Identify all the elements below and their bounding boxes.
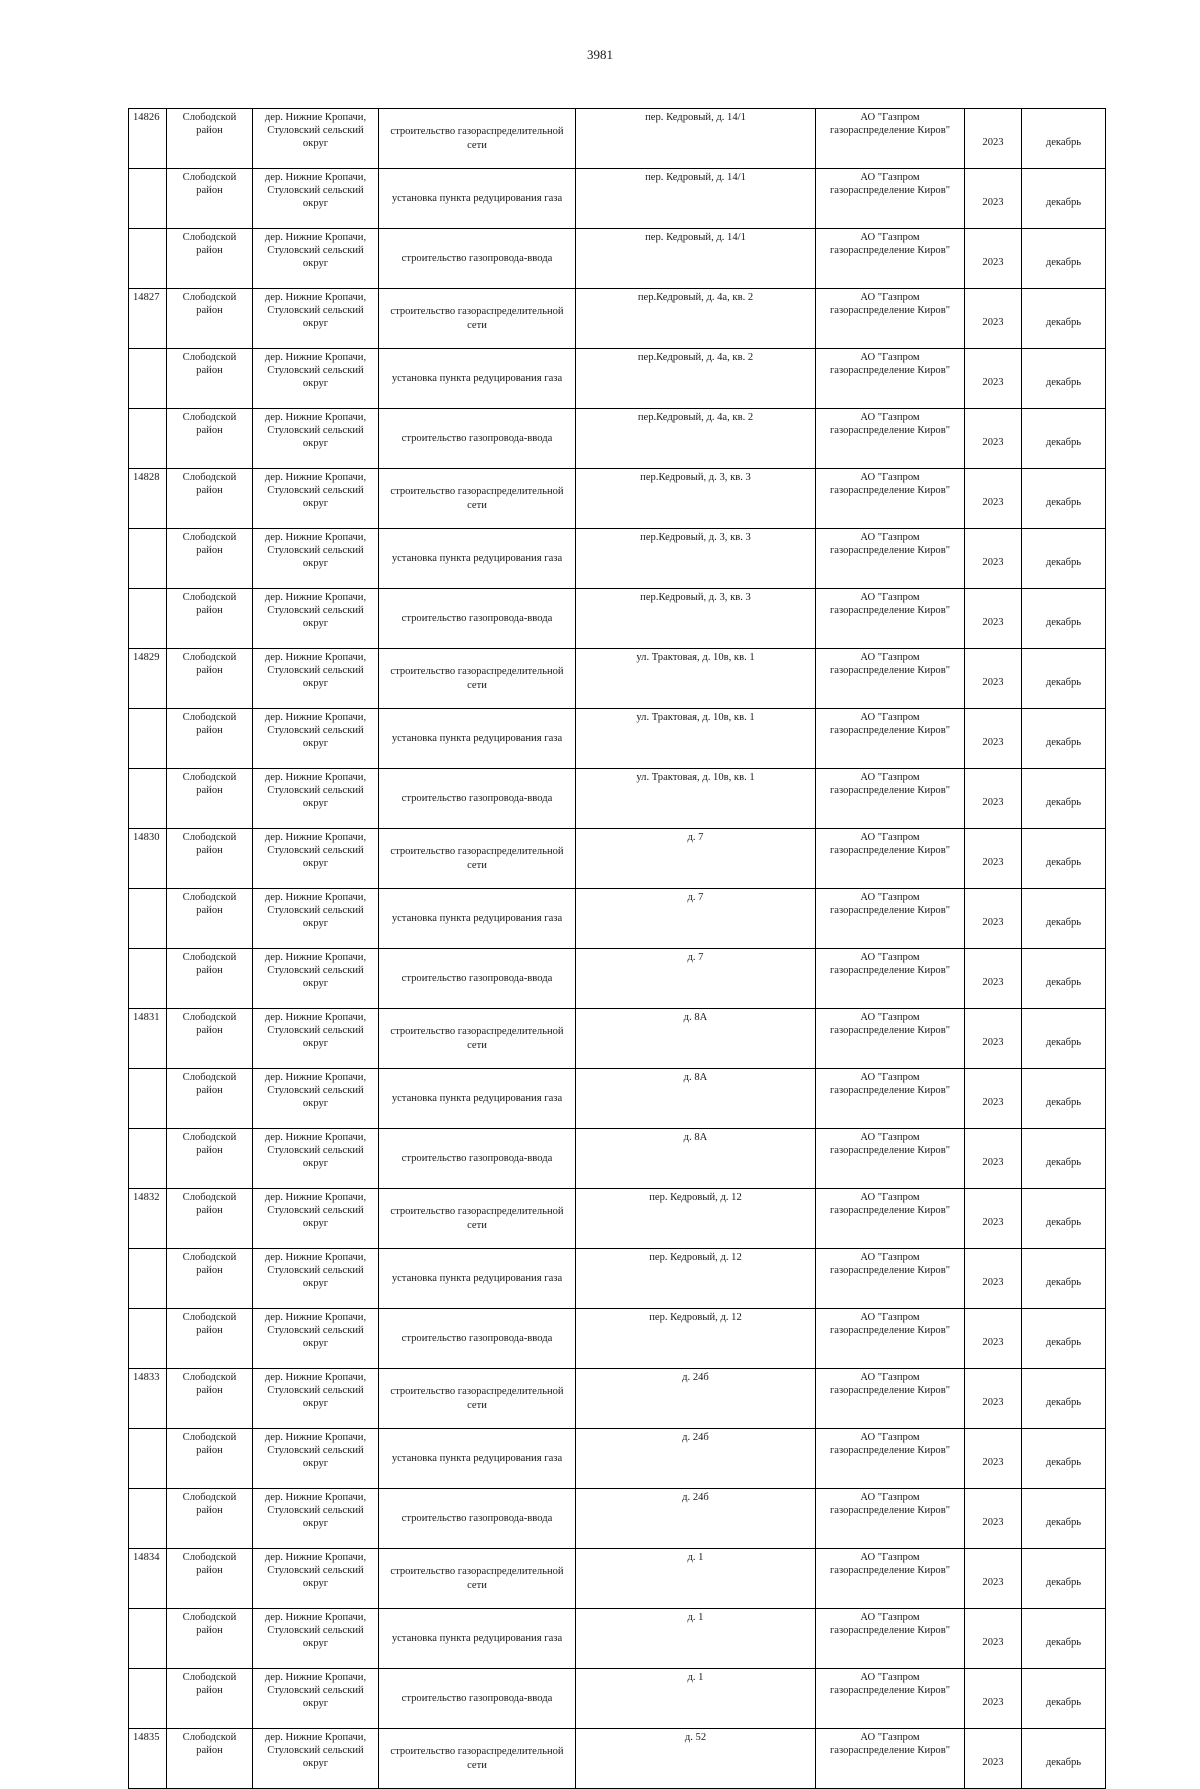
entry-number: 14834 <box>129 1549 167 1609</box>
locality-cell: дер. Нижние Кропачи, Стуловский сельский округ <box>253 1069 379 1129</box>
table-row <box>129 469 1106 529</box>
district-cell: Слободской район <box>167 1489 253 1549</box>
locality-cell: дер. Нижние Кропачи, Стуловский сельский округ <box>253 1129 379 1189</box>
organization-cell: АО "Газпром газораспределение Киров" <box>816 1009 965 1069</box>
district-cell: Слободской район <box>167 1309 253 1369</box>
table-row <box>129 1609 1106 1669</box>
month-cell: декабрь <box>1022 289 1106 349</box>
address-cell: д. 8А <box>576 1069 816 1129</box>
month-cell: декабрь <box>1022 589 1106 649</box>
table-row <box>129 1669 1106 1729</box>
work-type-cell: установка пункта редуцирования газа <box>379 1249 576 1309</box>
year-cell: 2023 <box>965 649 1022 709</box>
year-cell: 2023 <box>965 1069 1022 1129</box>
table-row <box>129 1729 1106 1789</box>
table-row <box>129 769 1106 829</box>
month-cell: декабрь <box>1022 1129 1106 1189</box>
month-cell: декабрь <box>1022 229 1106 289</box>
district-cell: Слободской район <box>167 469 253 529</box>
entry-number <box>129 1429 167 1489</box>
organization-cell: АО "Газпром газораспределение Киров" <box>816 229 965 289</box>
work-type-cell: строительство газораспределительной сети <box>379 289 576 349</box>
table-row <box>129 409 1106 469</box>
organization-cell: АО "Газпром газораспределение Киров" <box>816 109 965 169</box>
organization-cell: АО "Газпром газораспределение Киров" <box>816 1549 965 1609</box>
organization-cell: АО "Газпром газораспределение Киров" <box>816 469 965 529</box>
district-cell: Слободской район <box>167 769 253 829</box>
month-cell: декабрь <box>1022 529 1106 589</box>
year-cell: 2023 <box>965 409 1022 469</box>
district-cell: Слободской район <box>167 229 253 289</box>
month-cell: декабрь <box>1022 949 1106 1009</box>
work-type-cell: строительство газопровода-ввода <box>379 949 576 1009</box>
locality-cell: дер. Нижние Кропачи, Стуловский сельский округ <box>253 1249 379 1309</box>
address-cell: д. 7 <box>576 949 816 1009</box>
locality-cell: дер. Нижние Кропачи, Стуловский сельский округ <box>253 589 379 649</box>
year-cell: 2023 <box>965 349 1022 409</box>
year-cell: 2023 <box>965 1249 1022 1309</box>
address-cell: д. 1 <box>576 1669 816 1729</box>
entry-number: 14828 <box>129 469 167 529</box>
entry-number <box>129 1489 167 1549</box>
entry-number <box>129 949 167 1009</box>
year-cell: 2023 <box>965 1609 1022 1669</box>
work-type-cell: строительство газораспределительной сети <box>379 109 576 169</box>
entry-number <box>129 1669 167 1729</box>
organization-cell: АО "Газпром газораспределение Киров" <box>816 769 965 829</box>
locality-cell: дер. Нижние Кропачи, Стуловский сельский округ <box>253 1729 379 1789</box>
district-cell: Слободской район <box>167 649 253 709</box>
month-cell: декабрь <box>1022 169 1106 229</box>
district-cell: Слободской район <box>167 1369 253 1429</box>
year-cell: 2023 <box>965 1549 1022 1609</box>
district-cell: Слободской район <box>167 949 253 1009</box>
work-type-cell: строительство газопровода-ввода <box>379 409 576 469</box>
district-cell: Слободской район <box>167 709 253 769</box>
locality-cell: дер. Нижние Кропачи, Стуловский сельский округ <box>253 709 379 769</box>
address-cell: д. 8А <box>576 1009 816 1069</box>
month-cell: декабрь <box>1022 109 1106 169</box>
locality-cell: дер. Нижние Кропачи, Стуловский сельский округ <box>253 229 379 289</box>
table-row <box>129 649 1106 709</box>
locality-cell: дер. Нижние Кропачи, Стуловский сельский округ <box>253 529 379 589</box>
district-cell: Слободской район <box>167 529 253 589</box>
organization-cell: АО "Газпром газораспределение Киров" <box>816 1729 965 1789</box>
district-cell: Слободской район <box>167 889 253 949</box>
address-cell: д. 1 <box>576 1609 816 1669</box>
work-type-cell: строительство газораспределительной сети <box>379 649 576 709</box>
organization-cell: АО "Газпром газораспределение Киров" <box>816 709 965 769</box>
table-row <box>129 709 1106 769</box>
district-cell: Слободской район <box>167 1069 253 1129</box>
month-cell: декабрь <box>1022 1309 1106 1369</box>
year-cell: 2023 <box>965 169 1022 229</box>
table-row <box>129 109 1106 169</box>
work-type-cell: строительство газораспределительной сети <box>379 469 576 529</box>
month-cell: декабрь <box>1022 469 1106 529</box>
organization-cell: АО "Газпром газораспределение Киров" <box>816 1129 965 1189</box>
table-row <box>129 1369 1106 1429</box>
address-cell: пер.Кедровый, д. 4а, кв. 2 <box>576 349 816 409</box>
year-cell: 2023 <box>965 1129 1022 1189</box>
year-cell: 2023 <box>965 1309 1022 1369</box>
address-cell: пер. Кедровый, д. 14/1 <box>576 229 816 289</box>
entry-number <box>129 889 167 949</box>
entry-number <box>129 529 167 589</box>
table-row <box>129 1249 1106 1309</box>
district-cell: Слободской район <box>167 829 253 889</box>
locality-cell: дер. Нижние Кропачи, Стуловский сельский округ <box>253 1189 379 1249</box>
month-cell: декабрь <box>1022 409 1106 469</box>
month-cell: декабрь <box>1022 1669 1106 1729</box>
organization-cell: АО "Газпром газораспределение Киров" <box>816 289 965 349</box>
year-cell: 2023 <box>965 589 1022 649</box>
work-type-cell: строительство газопровода-ввода <box>379 1669 576 1729</box>
district-cell: Слободской район <box>167 409 253 469</box>
table-row <box>129 529 1106 589</box>
locality-cell: дер. Нижние Кропачи, Стуловский сельский округ <box>253 889 379 949</box>
organization-cell: АО "Газпром газораспределение Киров" <box>816 1489 965 1549</box>
locality-cell: дер. Нижние Кропачи, Стуловский сельский округ <box>253 1609 379 1669</box>
entry-number <box>129 1129 167 1189</box>
year-cell: 2023 <box>965 289 1022 349</box>
month-cell: декабрь <box>1022 1549 1106 1609</box>
district-cell: Слободской район <box>167 1009 253 1069</box>
organization-cell: АО "Газпром газораспределение Киров" <box>816 1249 965 1309</box>
organization-cell: АО "Газпром газораспределение Киров" <box>816 1369 965 1429</box>
organization-cell: АО "Газпром газораспределение Киров" <box>816 409 965 469</box>
locality-cell: дер. Нижние Кропачи, Стуловский сельский округ <box>253 1669 379 1729</box>
locality-cell: дер. Нижние Кропачи, Стуловский сельский округ <box>253 1309 379 1369</box>
address-cell: ул. Трактовая, д. 10в, кв. 1 <box>576 649 816 709</box>
month-cell: декабрь <box>1022 1369 1106 1429</box>
organization-cell: АО "Газпром газораспределение Киров" <box>816 889 965 949</box>
organization-cell: АО "Газпром газораспределение Киров" <box>816 169 965 229</box>
locality-cell: дер. Нижние Кропачи, Стуловский сельский округ <box>253 469 379 529</box>
month-cell: декабрь <box>1022 829 1106 889</box>
district-cell: Слободской район <box>167 289 253 349</box>
table-row <box>129 1309 1106 1369</box>
organization-cell: АО "Газпром газораспределение Киров" <box>816 349 965 409</box>
locality-cell: дер. Нижние Кропачи, Стуловский сельский округ <box>253 1489 379 1549</box>
address-cell: ул. Трактовая, д. 10в, кв. 1 <box>576 709 816 769</box>
month-cell: декабрь <box>1022 1729 1106 1789</box>
year-cell: 2023 <box>965 109 1022 169</box>
locality-cell: дер. Нижние Кропачи, Стуловский сельский округ <box>253 829 379 889</box>
year-cell: 2023 <box>965 1009 1022 1069</box>
entry-number: 14831 <box>129 1009 167 1069</box>
table-row <box>129 949 1106 1009</box>
district-cell: Слободской район <box>167 109 253 169</box>
table-row <box>129 1549 1106 1609</box>
work-type-cell: установка пункта редуцирования газа <box>379 529 576 589</box>
address-cell: пер. Кедровый, д. 12 <box>576 1309 816 1369</box>
month-cell: декабрь <box>1022 1189 1106 1249</box>
district-cell: Слободской район <box>167 1429 253 1489</box>
entry-number <box>129 1609 167 1669</box>
address-cell: пер. Кедровый, д. 14/1 <box>576 169 816 229</box>
locality-cell: дер. Нижние Кропачи, Стуловский сельский округ <box>253 769 379 829</box>
locality-cell: дер. Нижние Кропачи, Стуловский сельский округ <box>253 649 379 709</box>
entry-number <box>129 409 167 469</box>
year-cell: 2023 <box>965 1489 1022 1549</box>
address-cell: д. 7 <box>576 889 816 949</box>
entry-number <box>129 229 167 289</box>
month-cell: декабрь <box>1022 1009 1106 1069</box>
entry-number <box>129 349 167 409</box>
entry-number: 14833 <box>129 1369 167 1429</box>
organization-cell: АО "Газпром газораспределение Киров" <box>816 949 965 1009</box>
entry-number <box>129 709 167 769</box>
district-cell: Слободской район <box>167 169 253 229</box>
organization-cell: АО "Газпром газораспределение Киров" <box>816 1609 965 1669</box>
year-cell: 2023 <box>965 229 1022 289</box>
work-type-cell: установка пункта редуцирования газа <box>379 1609 576 1669</box>
district-cell: Слободской район <box>167 589 253 649</box>
organization-cell: АО "Газпром газораспределение Киров" <box>816 529 965 589</box>
address-cell: пер.Кедровый, д. 3, кв. 3 <box>576 529 816 589</box>
locality-cell: дер. Нижние Кропачи, Стуловский сельский округ <box>253 1429 379 1489</box>
organization-cell: АО "Газпром газораспределение Киров" <box>816 1189 965 1249</box>
organization-cell: АО "Газпром газораспределение Киров" <box>816 649 965 709</box>
year-cell: 2023 <box>965 769 1022 829</box>
year-cell: 2023 <box>965 829 1022 889</box>
district-cell: Слободской район <box>167 1189 253 1249</box>
month-cell: декабрь <box>1022 349 1106 409</box>
work-type-cell: строительство газораспределительной сети <box>379 829 576 889</box>
organization-cell: АО "Газпром газораспределение Киров" <box>816 589 965 649</box>
address-cell: пер.Кедровый, д. 3, кв. 3 <box>576 589 816 649</box>
table-row <box>129 1069 1106 1129</box>
locality-cell: дер. Нижние Кропачи, Стуловский сельский округ <box>253 349 379 409</box>
organization-cell: АО "Газпром газораспределение Киров" <box>816 829 965 889</box>
work-type-cell: установка пункта редуцирования газа <box>379 349 576 409</box>
table-row <box>129 289 1106 349</box>
district-cell: Слободской район <box>167 1249 253 1309</box>
table-row <box>129 1429 1106 1489</box>
organization-cell: АО "Газпром газораспределение Киров" <box>816 1669 965 1729</box>
entry-number <box>129 1309 167 1369</box>
month-cell: декабрь <box>1022 1609 1106 1669</box>
address-cell: пер.Кедровый, д. 4а, кв. 2 <box>576 289 816 349</box>
entry-number: 14829 <box>129 649 167 709</box>
work-type-cell: строительство газораспределительной сети <box>379 1729 576 1789</box>
month-cell: декабрь <box>1022 889 1106 949</box>
address-cell: пер.Кедровый, д. 3, кв. 3 <box>576 469 816 529</box>
month-cell: декабрь <box>1022 1069 1106 1129</box>
address-cell: пер.Кедровый, д. 4а, кв. 2 <box>576 409 816 469</box>
address-cell: д. 7 <box>576 829 816 889</box>
month-cell: декабрь <box>1022 1489 1106 1549</box>
work-type-cell: строительство газопровода-ввода <box>379 1489 576 1549</box>
work-type-cell: строительство газораспределительной сети <box>379 1369 576 1429</box>
address-cell: ул. Трактовая, д. 10в, кв. 1 <box>576 769 816 829</box>
page-number: 3981 <box>587 47 613 62</box>
locality-cell: дер. Нижние Кропачи, Стуловский сельский округ <box>253 1549 379 1609</box>
year-cell: 2023 <box>965 1729 1022 1789</box>
entry-number: 14826 <box>129 109 167 169</box>
work-type-cell: установка пункта редуцирования газа <box>379 889 576 949</box>
district-cell: Слободской район <box>167 1129 253 1189</box>
month-cell: декабрь <box>1022 1249 1106 1309</box>
locality-cell: дер. Нижние Кропачи, Стуловский сельский округ <box>253 109 379 169</box>
table-row <box>129 1189 1106 1249</box>
work-type-cell: строительство газопровода-ввода <box>379 1129 576 1189</box>
address-cell: д. 24б <box>576 1489 816 1549</box>
work-type-cell: строительство газопровода-ввода <box>379 1309 576 1369</box>
entry-number <box>129 589 167 649</box>
table-row <box>129 589 1106 649</box>
work-type-cell: строительство газораспределительной сети <box>379 1189 576 1249</box>
district-cell: Слободской район <box>167 1609 253 1669</box>
entry-number <box>129 1069 167 1129</box>
work-type-cell: установка пункта редуцирования газа <box>379 169 576 229</box>
table-row <box>129 229 1106 289</box>
district-cell: Слободской район <box>167 1549 253 1609</box>
year-cell: 2023 <box>965 1189 1022 1249</box>
locality-cell: дер. Нижние Кропачи, Стуловский сельский округ <box>253 1369 379 1429</box>
entry-number: 14827 <box>129 289 167 349</box>
organization-cell: АО "Газпром газораспределение Киров" <box>816 1069 965 1129</box>
year-cell: 2023 <box>965 709 1022 769</box>
year-cell: 2023 <box>965 1369 1022 1429</box>
organization-cell: АО "Газпром газораспределение Киров" <box>816 1429 965 1489</box>
address-cell: пер. Кедровый, д. 12 <box>576 1189 816 1249</box>
table-row <box>129 1009 1106 1069</box>
registry-body <box>129 109 1106 1789</box>
table-row <box>129 349 1106 409</box>
locality-cell: дер. Нижние Кропачи, Стуловский сельский округ <box>253 409 379 469</box>
year-cell: 2023 <box>965 889 1022 949</box>
work-type-cell: строительство газопровода-ввода <box>379 769 576 829</box>
year-cell: 2023 <box>965 1429 1022 1489</box>
address-cell: д. 8А <box>576 1129 816 1189</box>
work-type-cell: строительство газораспределительной сети <box>379 1549 576 1609</box>
entry-number: 14832 <box>129 1189 167 1249</box>
address-cell: д. 1 <box>576 1549 816 1609</box>
month-cell: декабрь <box>1022 1429 1106 1489</box>
locality-cell: дер. Нижние Кропачи, Стуловский сельский округ <box>253 169 379 229</box>
year-cell: 2023 <box>965 949 1022 1009</box>
year-cell: 2023 <box>965 529 1022 589</box>
address-cell: д. 52 <box>576 1729 816 1789</box>
entry-number <box>129 769 167 829</box>
locality-cell: дер. Нижние Кропачи, Стуловский сельский округ <box>253 1009 379 1069</box>
locality-cell: дер. Нижние Кропачи, Стуловский сельский округ <box>253 289 379 349</box>
work-type-cell: строительство газопровода-ввода <box>379 589 576 649</box>
district-cell: Слободской район <box>167 1729 253 1789</box>
locality-cell: дер. Нижние Кропачи, Стуловский сельский округ <box>253 949 379 1009</box>
entry-number <box>129 1249 167 1309</box>
month-cell: декабрь <box>1022 709 1106 769</box>
district-cell: Слободской район <box>167 349 253 409</box>
table-row <box>129 169 1106 229</box>
address-cell: д. 24б <box>576 1369 816 1429</box>
table-row <box>129 1129 1106 1189</box>
registry-table <box>128 108 1106 1789</box>
month-cell: декабрь <box>1022 769 1106 829</box>
work-type-cell: строительство газопровода-ввода <box>379 229 576 289</box>
address-cell: д. 24б <box>576 1429 816 1489</box>
address-cell: пер. Кедровый, д. 14/1 <box>576 109 816 169</box>
entry-number: 14830 <box>129 829 167 889</box>
entry-number <box>129 169 167 229</box>
work-type-cell: строительство газораспределительной сети <box>379 1009 576 1069</box>
address-cell: пер. Кедровый, д. 12 <box>576 1249 816 1309</box>
district-cell: Слободской район <box>167 1669 253 1729</box>
year-cell: 2023 <box>965 469 1022 529</box>
work-type-cell: установка пункта редуцирования газа <box>379 1429 576 1489</box>
year-cell: 2023 <box>965 1669 1022 1729</box>
work-type-cell: установка пункта редуцирования газа <box>379 709 576 769</box>
entry-number: 14835 <box>129 1729 167 1789</box>
table-row <box>129 829 1106 889</box>
work-type-cell: установка пункта редуцирования газа <box>379 1069 576 1129</box>
organization-cell: АО "Газпром газораспределение Киров" <box>816 1309 965 1369</box>
month-cell: декабрь <box>1022 649 1106 709</box>
table-row <box>129 889 1106 949</box>
table-row <box>129 1489 1106 1549</box>
